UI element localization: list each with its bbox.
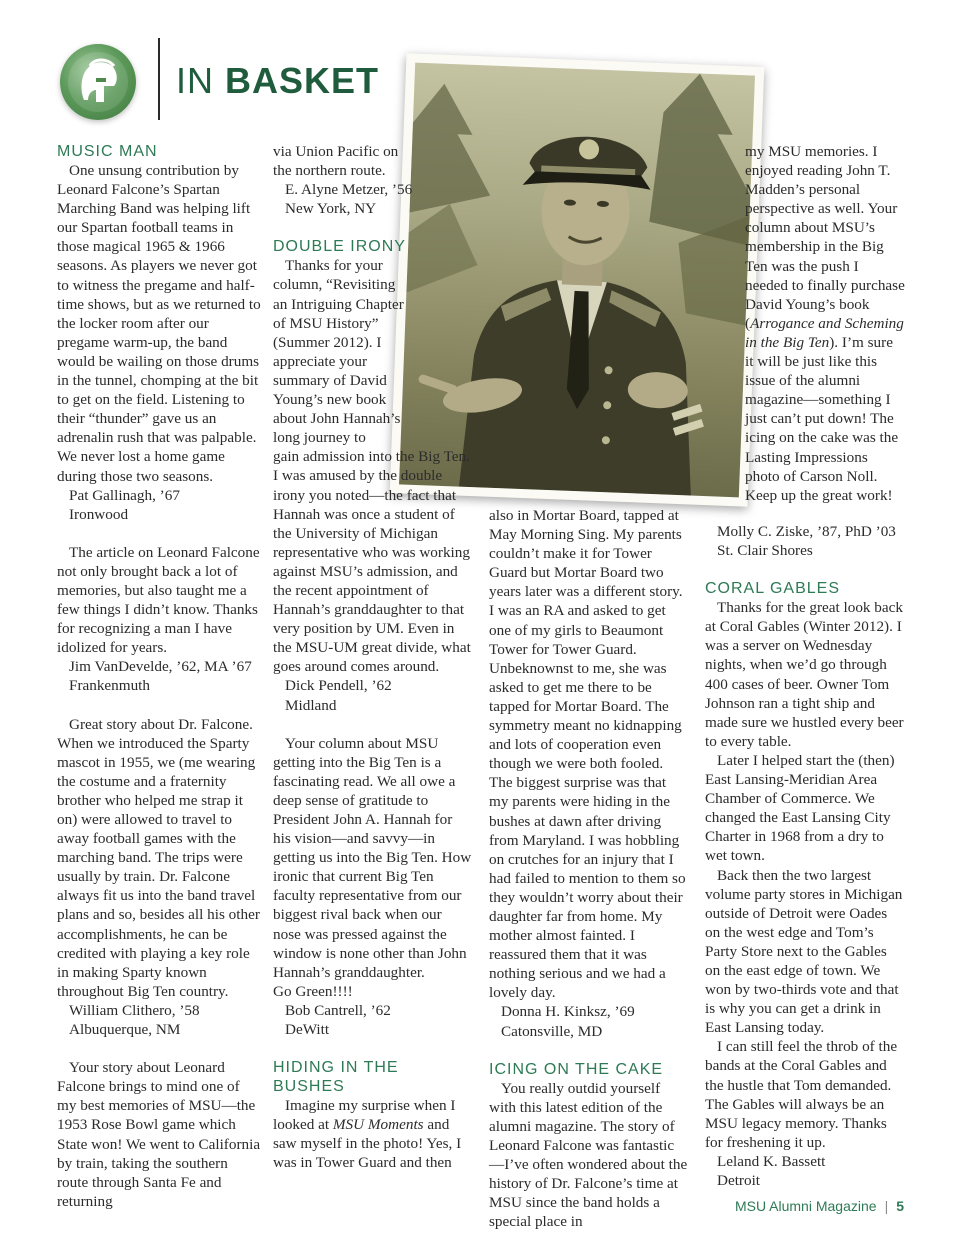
heading-icing-on-the-cake: ICING ON THE CAKE <box>489 1060 664 1078</box>
italic-title: Arrogance and Scheming in the Big Ten <box>745 314 904 351</box>
letter-city: Albuquerque, NM <box>69 1021 181 1039</box>
letter-author: Donna H. Kinksz, ’69 <box>501 1003 635 1021</box>
letter-city: St. Clair Shores <box>717 542 813 560</box>
text-run: my MSU memories. I enjoyed reading John T. Madden’s personal perspective as well. Your column about MSU’s membership in the Big Ten was the push I needed to finally purchase David Young’s book ( <box>745 143 905 332</box>
letter-paragraph: Thanks for your column, “Revisiting an Intriguing Chapter of MSU History” (Summer 2012). I appreciate your summary of David Young’s new book about John Hannah’s long journey to <box>273 257 404 447</box>
letter-paragraph <box>273 1096 473 1172</box>
italic-title: MSU Moments <box>332 1116 424 1134</box>
letter-paragraph: Go Green!!!! <box>273 982 353 1000</box>
letter-paragraph-continued: gain admission into the Big Ten. I was amused by the double irony you noted—the fact that Hannah was once a student of the University of Michigan representative who was working against MSU’s admission, and the recent appointment of Hannah’s granddaughter to that very position by UM. Even in the MSU-UM great divide, what goes around comes around. <box>273 448 471 676</box>
letter-paragraph-continued <box>745 142 905 505</box>
letter-author: Molly C. Ziske, ’87, PhD ’03 <box>717 523 896 540</box>
letter-author: Dick Pendell, ’62 <box>285 677 392 695</box>
letter-paragraph: The article on Leonard Falcone not only brought back a lot of memories, but also taught me a few things I didn’t know. Thanks for recognizing a man I have idolized for years. <box>57 543 260 657</box>
letter-city: Catonsville, MD <box>501 1022 603 1040</box>
footer-separator: | <box>884 1198 889 1214</box>
letter-city: Detroit <box>717 1172 761 1189</box>
letter-city: Frankenmuth <box>69 677 150 695</box>
letter-author: E. Alyne Metzer, ’56 <box>285 181 413 199</box>
letter-city: DeWitt <box>285 1021 330 1039</box>
heading-double-irony: DOUBLE IRONY <box>273 238 406 256</box>
spartan-helmet-icon <box>74 56 122 108</box>
letter-city: Ironwood <box>69 505 129 523</box>
text-run: ). I’m sure it will be just like this issue of the alumni magazine—something I just can’t put down! The icing on the cake was the Lasting Impressions photo of Carson Noll. Keep up the great work! <box>745 333 899 504</box>
letter-paragraph: Great story about Dr. Falcone. When we introduced the Sparty mascot in 1955, we (me wearing the costume and a fraternity brother who helped me strap it on) were allowed to travel to away football games with the marching band. The trips were usually by train. Dr. Falcone always fit us into the band travel plans and so, besides all his other accomplishments, he can be credited with playing a key role in making Sparty known throughout Big Ten country. <box>57 715 260 1000</box>
letter-paragraph: One unsung contribution by Leonard Falcone’s Spartan Marching Band was helping lift our Spartan football teams in those magical 1965 & 1966 seasons. As players we never got to witness the pregame and half-time shows, but as we returned to the locker room after our pregame warm-up, the band would be wailing on those drums in the tunnel, chomping at the bit to get on the field. Listening to their “thunder” gave us an adrenalin rush that was palpable. We never lost a home game during those two seasons. <box>57 162 261 485</box>
heading-music-man: MUSIC MAN <box>57 143 158 160</box>
letter-city: Midland <box>285 696 337 714</box>
letter-paragraph: Back then the two largest volume party stores in Michigan outside of Detroit were Oades on the west edge and Tom’s Party Store next to the Gables on the east edge of town. We won by two-thirds vote and that is why you can get a drink in East Lansing today. <box>705 866 903 1037</box>
section-title <box>176 60 379 102</box>
column-2 <box>273 142 473 1173</box>
letter-city: New York, NY <box>285 200 377 218</box>
letter-paragraph: Thanks for the great look back at Coral Gables (Winter 2012). I was a server on Wednesday nights, when we’d go through 400 cases of beer. Owner Tom Johnson ran a tight ship and made sure we hustled every beer to every table. <box>705 599 904 750</box>
column-1 <box>57 142 262 1211</box>
letter-paragraph: Your story about Leonard Falcone brings to mind one of my best memories of MSU—the 1953 Rose Bowl game which State won! We went to California by train, taking the southern route through Santa Fe and returning <box>57 1059 261 1210</box>
letter-paragraph-continued: via Union Pacific on the northern route. <box>273 143 399 180</box>
text-run: and saw myself in the photo! Yes, I was in Tower Guard and then <box>273 1116 462 1172</box>
page-number: 5 <box>896 1198 904 1214</box>
letter-author: Bob Cantrell, ’62 <box>285 1001 391 1019</box>
column-4-upper <box>745 142 905 505</box>
letter-author: William Clithero, ’58 <box>69 1001 200 1019</box>
letter-paragraph: You really outdid yourself with this latest edition of the alumni magazine. The story of Leonard Falcone was fantastic—I’ve often wondered about the history of Dr. Falcone’s time at MSU since the band holds a special place in <box>489 1079 688 1231</box>
letter-author: Jim VanDevelde, ’62, MA ’67 <box>69 658 252 676</box>
spartan-helmet-logo <box>60 44 136 120</box>
letter-paragraph: Your column about MSU getting into the Big Ten is a fascinating read. We all owe a deep sense of gratitude to President John A. Hannah for his vision—and savvy—in getting us into the Big Ten. How ironic that current Big Ten faculty representative from our biggest rival back when our nose was pressed against the window is none other than John Hannah’s granddaughter. <box>273 734 472 981</box>
column-3 <box>489 506 689 1231</box>
text-run: Imagine my surprise when I looked at <box>273 1097 456 1134</box>
page-footer <box>735 1198 904 1214</box>
column-4 <box>705 523 905 1190</box>
magazine-name: MSU Alumni Magazine <box>734 1198 877 1214</box>
header-divider <box>158 38 160 120</box>
letter-paragraph: I can still feel the throb of the bands at the Coral Gables and the hustle that Tom demanded. The Gables will always be an MSU legacy memory. Thanks for freshening it up. <box>705 1038 898 1151</box>
letter-paragraph: Later I helped start the (then) East Lansing-Meridian Area Chamber of Commerce. We changed the East Lansing City Charter in 1968 from a dry to wet town. <box>705 751 895 865</box>
letter-author: Pat Gallinagh, ’67 <box>69 486 180 504</box>
letter-author: Leland K. Bassett <box>717 1152 826 1170</box>
heading-coral-gables: CORAL GABLES <box>705 580 841 598</box>
section-title-bold: BASKET <box>225 60 380 101</box>
heading-hiding-in-the-bushes: HIDING IN THE BUSHES <box>273 1059 399 1096</box>
letter-paragraph-continued: also in Mortar Board, tapped at May Morning Sing. My parents couldn’t make it for Tower Guard but Mortar Board two years later was a different story. I was an RA and asked to get one of my girls to Beaumont Tower for Tower Guard. Unbeknownst to me, she was asked to get me there to be tapped for Mortar Board. The symmetry meant no kidnapping and lots of cooperation even though we were both fooled. The biggest surprise was that my parents were hiding in the bushes at dawn after driving from Maryland. I was hobbling on crutches for an injury that I had failed to mention to them so they wouldn’t worry about their daughter far from home. My mother almost fainted. I reassured them that it was nothing serious and we had a lovely day. <box>489 507 686 1002</box>
section-title-light: IN <box>176 60 214 101</box>
